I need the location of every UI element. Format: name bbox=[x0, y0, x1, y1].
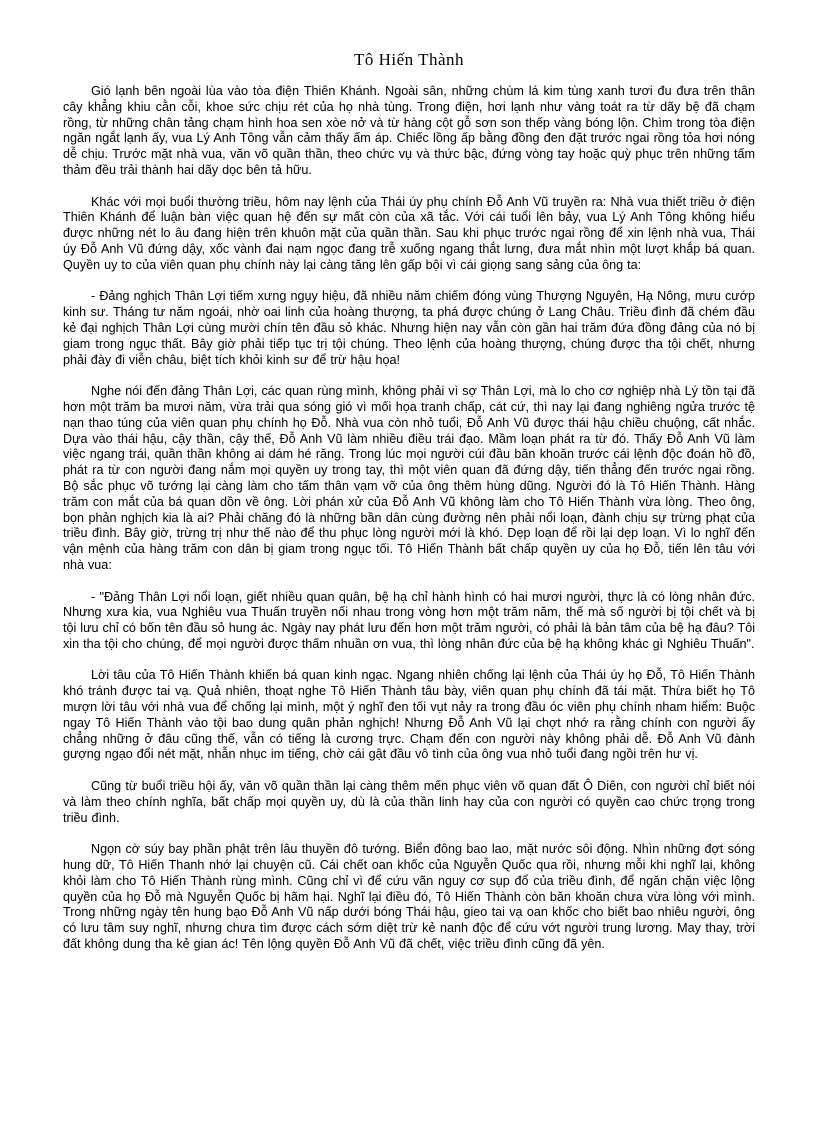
paragraph-2: Khác với mọi buổi thường triều, hôm nay lệnh của Thái úy phụ chính Đỗ Anh Vũ truyền ra: Nhà vua thiết triều ở điện Thiên Khánh để luận bàn việc quan hệ đến sự mất còn của xã tắc. Với cái tuổi lên bảy, vua Lý Anh Tông không hiểu được những nét lo âu đang hiện trên khuôn mặt của quần thần. Sau khi phục trước ngai rồng để xin lệnh nhà vua, Thái úy Đỗ Anh Vũ đứng dậy, xốc vành đai nạm ngọc đang trễ xuống ngang thắt lưng, đưa mắt nhìn một lượt khắp bá quan. Quyền uy to của viên quan phụ chính này lại càng tăng lên gấp bội vì cái giọng sang sảng của ông ta: bbox=[63, 194, 755, 272]
paragraph-7: Cũng từ buổi triều hội ấy, văn võ quần thần lại càng thêm mến phục viên võ quan đất Ô Diên, con người chỉ biết nói và làm theo chính nghĩa, bất chấp mọi quyền uy, dù là của thần linh hay của con người có quyền cao chức trọng trong triều đình. bbox=[63, 779, 755, 825]
document-title: Tô Hiến Thành bbox=[353, 50, 465, 69]
paragraph-1: Gió lạnh bên ngoài lùa vào tòa điện Thiên Khánh. Ngoài sân, những chùm lá kim tùng xanh tươi đu đưa trên thân cây khẳng khiu cằn cỗi, khoe sức chịu rét của họ nhà tùng. Trong điện, hơi lạnh như vàng toát ra từ dãy bệ đã chạm rồng, từ những chân tảng chạm hình hoa sen xòe nở và từ hàng cột gỗ sơn son thếp vàng bóng lộn. Chìm trong tòa điện ngăn ngắt lạnh ấy, vua Lý Anh Tông vẫn cảm thấy ấm áp. Chiếc lồng ấp bằng đồng đen đặt trước ngai rồng tỏa hơi nóng dễ chịu. Trước mặt nhà vua, văn võ quần thần, theo chức vụ và thức bậc, đứng vòng tay hoặc quỳ phục trên những tấm thảm đều trải thành hai dãy dọc bên tả hữu. bbox=[63, 84, 755, 177]
paragraph-6: Lời tâu của Tô Hiến Thành khiến bá quan kinh ngạc. Ngang nhiên chống lại lệnh của Thái úy họ Đỗ, Tô Hiến Thành khó tránh được tai vạ. Quả nhiên, thoạt nghe Tô Hiến Thành tâu bày, viên quan phụ chính đã tái mặt. Thừa biết họ Tô mượn lời tâu với nhà vua để chống lại mình, một ý nghĩ đen tối vụt nảy ra trong đầu óc viên phụ chính nham hiểm: Buộc ngay Tô Hiến Thành vào tội bao dung quân phản nghịch! Nhưng Đỗ Anh Vũ lại chợt nhớ ra rằng chính con người ấy chẳng những ở đâu cũng thế, vẫn có tiếng là cương trực. Chạm đến con người này không phải dễ. Đỗ Anh Vũ đành gượng ngạo đổi nét mặt, nhẫn nhục im tiếng, chờ cái gật đầu vô tình của ông vua nhỏ tuổi đang ngồi trên hư vị. bbox=[63, 668, 755, 762]
paragraph-3: - Đảng nghịch Thân Lợi tiếm xưng ngụy hiệu, đã nhiều năm chiếm đóng vùng Thượng Nguyên, Hạ Nông, mưu cướp kinh sư. Tháng tư năm ngoái, nhờ oai linh của hoàng thượng, ta phá được chúng ở Lang Châu. Triều đình đã chém đầu kẻ đại nghịch Thân Lợi cùng mười chín tên đầu sỏ khác. Nhưng hiện nay vẫn còn gần hai trăm đứa đồng đảng của nó bị giam trong ngục thất. Bây giờ phải tiếp tục trị tội chúng. Theo lệnh của hoàng thượng, chúng được tha tội chết, nhưng phải đày đi viễn châu, biệt tích khỏi kinh sư để trừ hậu họa! bbox=[63, 289, 755, 367]
paragraph-4: Nghe nói đến đảng Thân Lợi, các quan rùng mình, không phải vì sợ Thân Lợi, mà lo cho cơ nghiệp nhà Lý tồn tại đã hơn một trăm ba mươi năm, vừa trải qua sóng gió vì mối họa tranh chấp, cát cứ, thì nay lại đang nghiêng ngửa trước tệ nạn thao túng của viên quan phụ chính họ Đỗ. Nhà vua còn nhỏ tuổi, Đỗ Anh Vũ được thái hậu chiều chuộng, cất nhắc. Dựa vào thái hậu, cậy thần, cậy thế, Đỗ Anh Vũ làm nhiều điều trái đạo. Mầm loạn phát ra từ đó. Thấy Đỗ Anh Vũ làm việc ngang trái, quần thần không ai dám hé răng. Trong lúc mọi người cúi đầu băn khoăn trước cái lệnh độc đoán hồ đồ, phát ra từ con người đang nắm mọi quyền uy trong tay, thì một viên quan đã đứng dậy, tiến thẳng đến trước ngai rồng. Bộ sắc phục võ tướng lại càng làm cho tấm thân vạm vỡ của ông thêm hùng dũng. Người đó là Tô Hiến Thành. Hàng trăm con mắt của bá quan dồn về ông. Lời phán xử của Đỗ Anh Vũ không làm cho Tô Hiến Thành vừa lòng. Theo ông, bọn phản nghịch kia là ai? Phải chăng đó là những bần dân cùng đường nên phải nổi loạn, đành chịu sự trừng phạt của triều đình. Bây giờ, trừng trị như thế nào để thu phục lòng người mới là khó. Dẹp loạn để rồi lại dẹp loạn. Vì lo nghĩ đến vận mệnh của hàng trăm con dân bị giam trong ngục tối. Tô Hiến Thành bất chấp quyền uy của họ Đỗ, tiến lên tâu với nhà vua: bbox=[63, 384, 755, 572]
paragraph-8: Ngọn cờ súy bay phần phật trên lâu thuyền đô tướng. Biển đông bao lao, mặt nước sôi động. Nhìn những đợt sóng hung dữ, Tô Hiến Thanh nhớ lại chuyện cũ. Cái chết oan khốc của Nguyễn Quốc qua rồi, nhưng mỗi khi nghĩ lại, không khỏi làm cho Tô Hiến Thành rùng mình. Cũng chỉ vì để cứu vãn nguy cơ sụp đổ của triều đình, để ngăn chặn việc lộng quyền của họ Đỗ mà Nguyễn Quốc bị hãm hại. Nghĩ lại điều đó, Tô Hiến Thành còn băn khoăn chưa vừa lòng với mình. Trong những ngày tên hung bạo Đỗ Anh Vũ nấp dưới bóng Thái hậu, gieo tai vạ oan khốc cho biết bao nhiêu người, ông có lưu tâm suy nghĩ, nhưng chưa tìm được cách sớm diệt trừ kẻ nanh độc để cứu vớt người trung lương. May thay, trời đất không dung tha kẻ gian ác! Tên lộng quyền Đỗ Anh Vũ đã chết, việc triều đình cũng đã yên. bbox=[63, 842, 755, 952]
document-body bbox=[63, 84, 755, 953]
paragraph-5: - "Đảng Thân Lợi nổi loạn, giết nhiều quan quân, bệ hạ chỉ hành hình có hai mươi người, thực là có lòng nhân đức. Nhưng xưa kia, vua Nghiêu vua Thuấn truyền nối nhau trong vòng hơn một trăm năm, thế mà số người bị tội chết và bị tội lưu chỉ có bốn tên đầu sỏ hung ác. Ngày nay phát lưu đến hơn một trăm người, có phải là bản tâm của bệ hạ đâu? Tôi xin tha tội cho chúng, để mọi người được thấm nhuần ơn vua, thì lòng nhân đức của bệ hạ không khác gì Nghiêu Thuấn". bbox=[63, 589, 755, 651]
